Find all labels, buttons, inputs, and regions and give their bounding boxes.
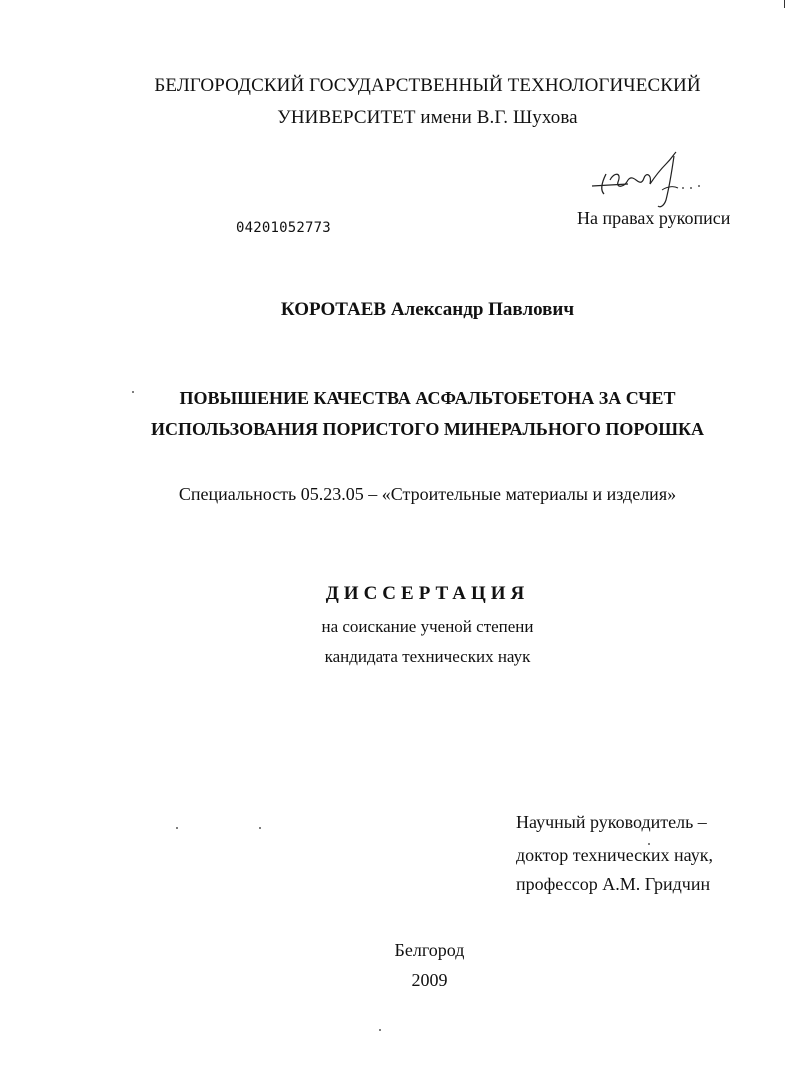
manuscript-rights-label: На правах рукописи [577,208,731,228]
dissertation-title-line-1: ПОВЫШЕНИЕ КАЧЕСТВА АСФАЛЬТОБЕТОНА ЗА СЧЕТ [179,388,676,408]
author-name: КОРОТАЕВ Александр Павлович [280,299,575,320]
handwritten-signature [588,150,708,210]
scan-speck [379,1029,381,1031]
supervisor-line-1: Научный руководитель – [516,812,707,832]
inventory-number: 04201052773 [236,220,331,236]
supervisor-line-2: доктор технических наук, [516,845,713,865]
scan-edge-mark [784,0,785,8]
supervisor-line-3: профессор А.М. Гридчин [516,874,711,894]
city: Белгород [394,940,465,960]
university-name-line-2: УНИВЕРСИТЕТ имени В.Г. Шухова [277,107,578,128]
scan-speck [259,827,261,829]
dissertation-title-line-2: ИСПОЛЬЗОВАНИЯ ПОРИСТОГО МИНЕРАЛЬНОГО ПОРОШКА [150,419,705,439]
degree-line-2: кандидата технических наук [324,647,531,666]
specialty-line: Специальность 05.23.05 – «Строительные материалы и изделия» [178,484,677,504]
scan-speck [176,827,178,829]
scan-speck [132,391,134,393]
degree-line-1: на соискание ученой степени [321,617,534,636]
university-name-line-1: БЕЛГОРОДСКИЙ ГОСУДАРСТВЕННЫЙ ТЕХНОЛОГИЧЕСКИЙ [154,75,701,96]
year: 2009 [411,970,448,990]
scan-speck [648,843,650,845]
dissertation-heading: ДИССЕРТАЦИЯ [325,583,530,604]
